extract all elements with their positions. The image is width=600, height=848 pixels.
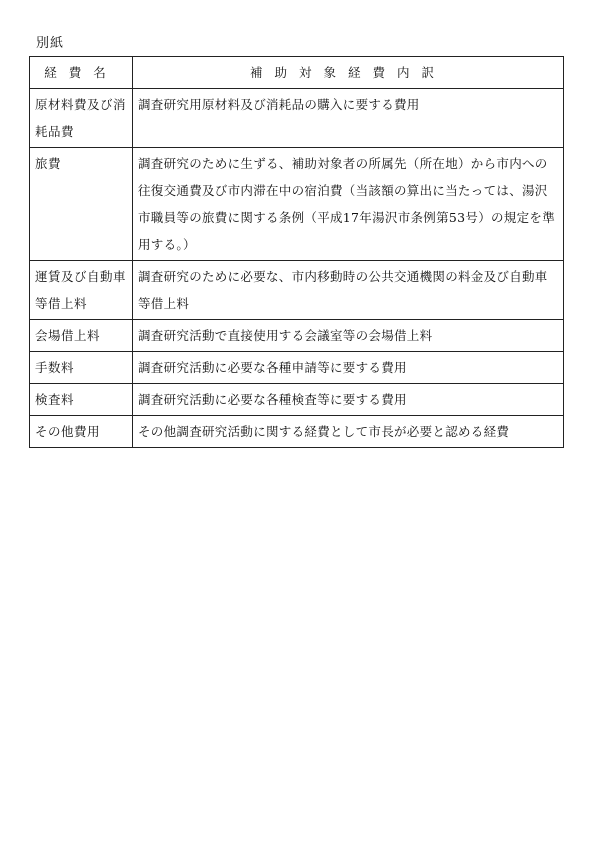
row-description: 調査研究活動に必要な各種申請等に要する費用: [133, 352, 564, 384]
table-row: [30, 352, 564, 384]
header-expense-name: 経費名: [30, 57, 133, 89]
row-description: 調査研究活動に必要な各種検査等に要する費用: [133, 384, 564, 416]
attachment-label: 別紙: [36, 36, 65, 51]
table-row: [30, 261, 564, 320]
row-name: 旅費: [30, 148, 133, 261]
row-name: その他費用: [30, 416, 133, 448]
table-row: [30, 89, 564, 148]
row-description: 調査研究のために必要な、市内移動時の公共交通機関の料金及び自動車等借上料: [133, 261, 564, 320]
row-name: 運賃及び自動車等借上料: [30, 261, 133, 320]
table-row: [30, 416, 564, 448]
header-expense-breakdown: 補助対象経費内訳: [133, 57, 564, 89]
table-row: [30, 384, 564, 416]
row-description: 調査研究のために生ずる、補助対象者の所属先（所在地）から市内への往復交通費及び市内滞在中の宿泊費（当該額の算出に当たっては、湯沢市職員等の旅費に関する条例（平成17年湯沢市条例第53号）の規定を準用する。）: [133, 148, 564, 261]
row-name: 会場借上料: [30, 320, 133, 352]
table-row: [30, 320, 564, 352]
expense-table: [29, 56, 564, 448]
table-header-row: [30, 57, 564, 89]
row-description: その他調査研究活動に関する経費として市長が必要と認める経費: [133, 416, 564, 448]
row-description: 調査研究用原材料及び消耗品の購入に要する費用: [133, 89, 564, 148]
table-row: [30, 148, 564, 261]
row-name: 手数料: [30, 352, 133, 384]
row-name: 原材料費及び消耗品費: [30, 89, 133, 148]
row-name: 検査料: [30, 384, 133, 416]
row-description: 調査研究活動で直接使用する会議室等の会場借上料: [133, 320, 564, 352]
